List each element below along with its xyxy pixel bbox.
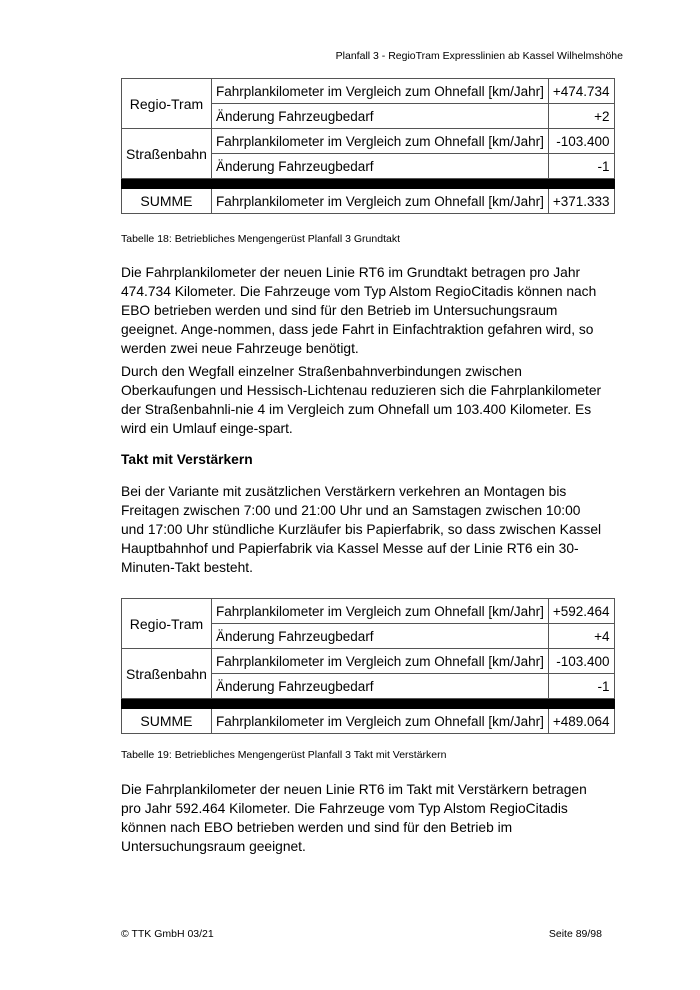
- page-header: Planfall 3 - RegioTram Expresslinien ab Kassel Wilhelmshöhe: [335, 50, 623, 62]
- row-label: Änderung Fahrzeugbedarf: [211, 624, 548, 649]
- row-label: Fahrplankilometer im Vergleich zum Ohnefall [km/Jahr]: [211, 708, 548, 734]
- table-row: [122, 599, 615, 624]
- row-label: Änderung Fahrzeugbedarf: [211, 104, 548, 129]
- row-value: +474.734: [548, 79, 614, 104]
- row-value: +489.064: [548, 708, 614, 734]
- separator-row: [122, 179, 615, 189]
- section-heading: Takt mit Verstärkern: [121, 452, 253, 467]
- table-row: [122, 649, 615, 674]
- group-label-strassenbahn: Straßenbahn: [122, 129, 212, 179]
- row-label: Fahrplankilometer im Vergleich zum Ohnefall [km/Jahr]: [211, 188, 548, 214]
- group-label-strassenbahn: Straßenbahn: [122, 649, 212, 699]
- row-value: +592.464: [548, 599, 614, 624]
- sum-label: SUMME: [122, 188, 212, 214]
- row-label: Fahrplankilometer im Vergleich zum Ohnefall [km/Jahr]: [211, 649, 548, 674]
- row-value: +371.333: [548, 188, 614, 214]
- row-label: Änderung Fahrzeugbedarf: [211, 674, 548, 699]
- row-value: -1: [548, 674, 614, 699]
- row-label: Fahrplankilometer im Vergleich zum Ohnefall [km/Jahr]: [211, 79, 548, 104]
- paragraph: Die Fahrplankilometer der neuen Linie RT6 im Grundtakt betragen pro Jahr 474.734 Kilometer. Die Fahrzeuge vom Typ Alstom RegioCitadis können nach EBO betrieben werden und sind für den Betrieb im Untersuchungsraum geeignet. Ange-nommen, dass jede Fahrt in Einfachtraktion gefahren wird, so werden zwei neue Fahrzeuge benötigt.: [121, 265, 597, 356]
- table-verstaerker: [121, 598, 615, 734]
- table-caption: Tabelle 18: Betriebliches Mengengerüst Planfall 3 Grundtakt: [121, 233, 400, 245]
- group-label-regiotram: Regio-Tram: [122, 599, 212, 649]
- paragraph: Bei der Variante mit zusätzlichen Verstärkern verkehren an Montagen bis Freitagen zwischen 7:00 und 21:00 Uhr und an Samstagen zwischen 10:00 und 17:00 Uhr stündliche Kurzläufer bis Papierfabrik, so dass zwischen Kassel Hauptbahnhof und Papierfabrik via Kassel Messe auf der Linie RT6 ein 30-Minuten-Takt besteht.: [121, 484, 602, 575]
- table-grundtakt: [121, 78, 615, 214]
- paragraph: Die Fahrplankilometer der neuen Linie RT6 im Takt mit Verstärkern betragen pro Jahr 592.464 Kilometer. Die Fahrzeuge vom Typ Alstom RegioCitadis können nach EBO betrieben werden und sind für den Betrieb im Untersuchungsraum geeignet.: [121, 782, 587, 854]
- table-row: [122, 129, 615, 154]
- sum-row: [122, 188, 615, 214]
- row-label: Fahrplankilometer im Vergleich zum Ohnefall [km/Jahr]: [211, 599, 548, 624]
- row-label: Fahrplankilometer im Vergleich zum Ohnefall [km/Jahr]: [211, 129, 548, 154]
- separator-row: [122, 699, 615, 709]
- row-label: Änderung Fahrzeugbedarf: [211, 154, 548, 179]
- sum-label: SUMME: [122, 708, 212, 734]
- paragraph: Durch den Wegfall einzelner Straßenbahnverbindungen zwischen Oberkaufungen und Hessisch-Lichtenau reduzieren sich die Fahrplankilometer der Straßenbahnli-nie 4 im Vergleich zum Ohnefall um 103.400 Kilometer. Es wird ein Umlauf einge-spart.: [121, 364, 602, 436]
- table-caption: Tabelle 19: Betriebliches Mengengerüst Planfall 3 Takt mit Verstärkern: [121, 749, 447, 761]
- row-value: -103.400: [548, 129, 614, 154]
- row-value: -103.400: [548, 649, 614, 674]
- group-label-regiotram: Regio-Tram: [122, 79, 212, 129]
- row-value: +2: [548, 104, 614, 129]
- footer-page-number: Seite 89/98: [548, 928, 602, 940]
- row-value: -1: [548, 154, 614, 179]
- row-value: +4: [548, 624, 614, 649]
- table-row: [122, 79, 615, 104]
- sum-row: [122, 708, 615, 734]
- footer-copyright: © TTK GmbH 03/21: [121, 928, 214, 940]
